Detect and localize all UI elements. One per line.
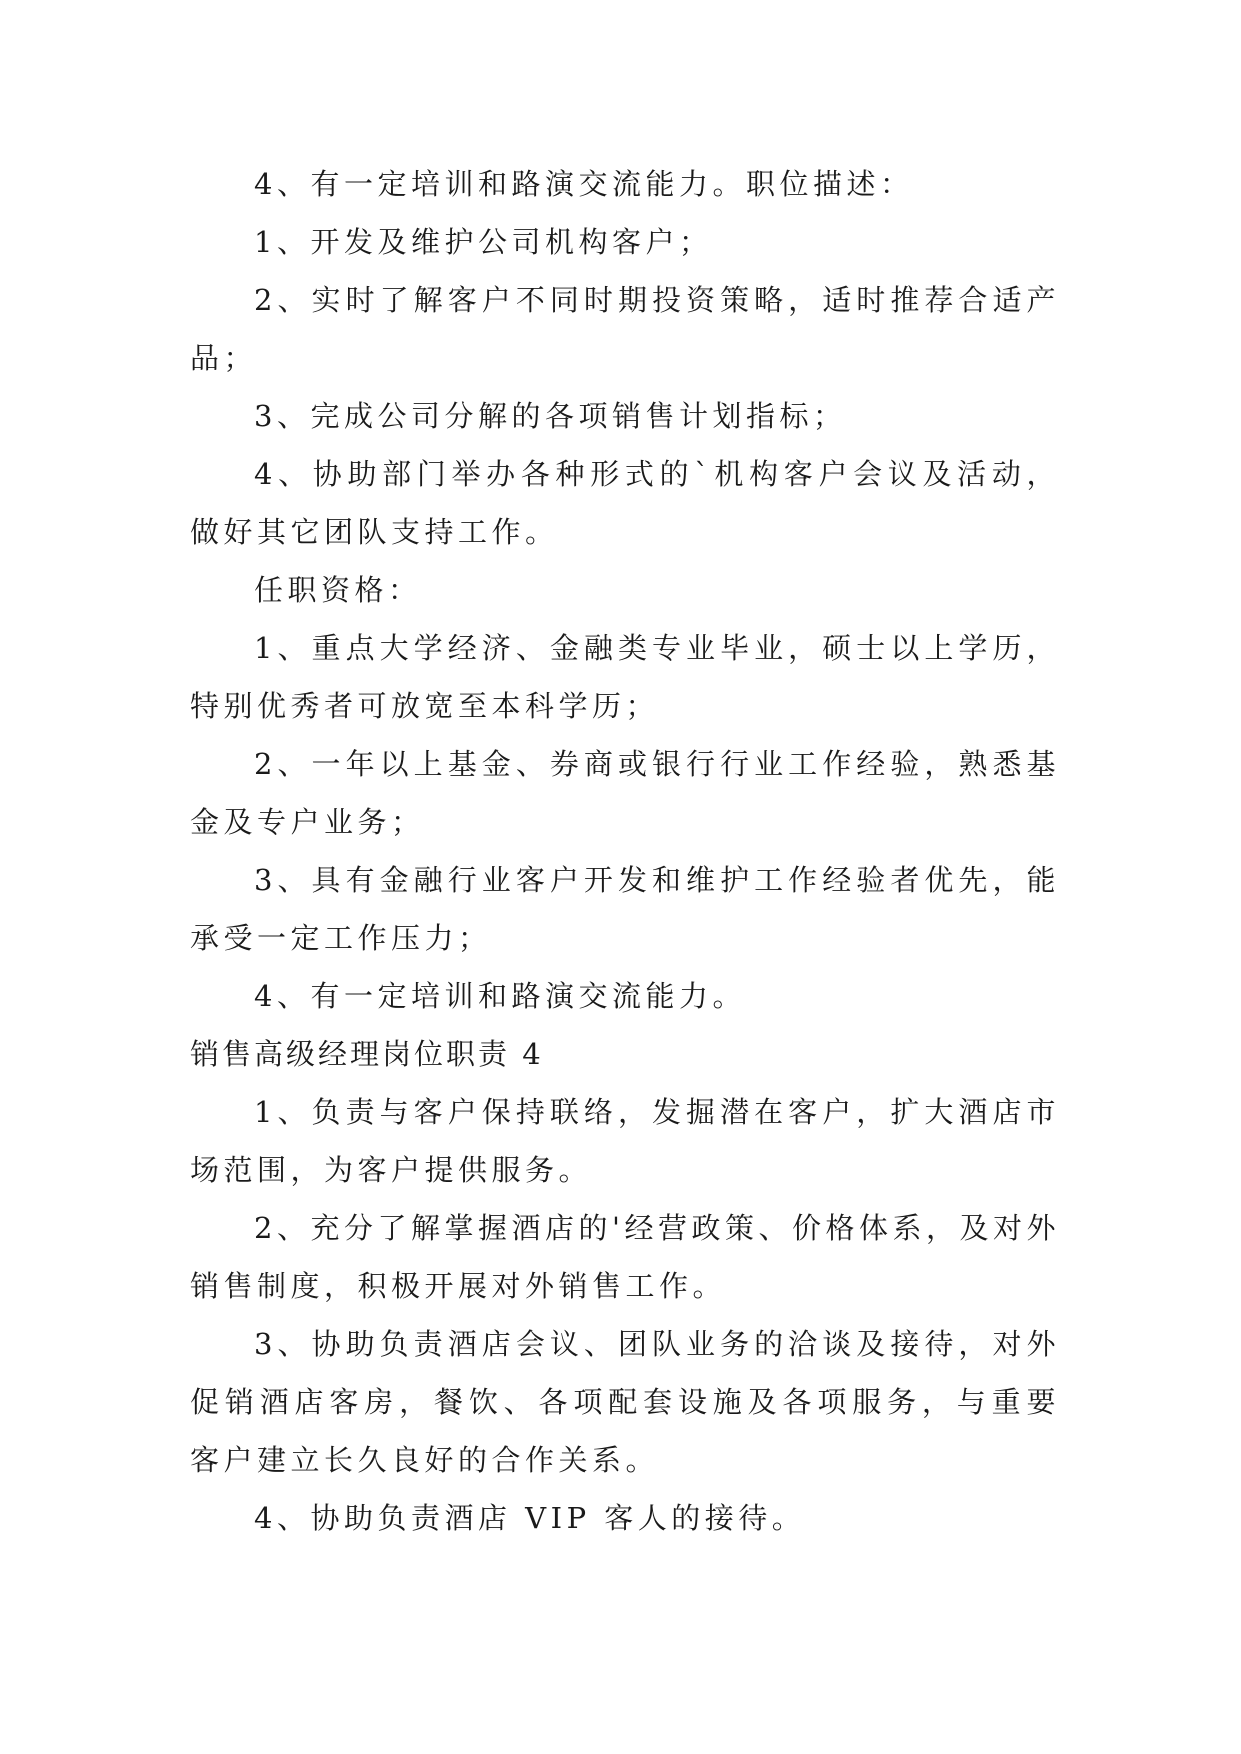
list-item: 2、一年以上基金、券商或银行行业工作经验，熟悉基金及专户业务；: [190, 747, 1060, 839]
list-item: 3、完成公司分解的各项销售计划指标；: [254, 399, 847, 433]
section-label: 任职资格：: [254, 573, 422, 607]
list-item: 3、协助负责酒店会议、团队业务的洽谈及接待，对外促销酒店客房，餐饮、各项配套设施及各项服务，与重要客户建立长久良好的合作关系。: [190, 1327, 1060, 1477]
list-item: 1、开发及维护公司机构客户；: [254, 225, 713, 259]
list-item: 4、有一定培训和路演交流能力。: [254, 979, 746, 1013]
list-item: 4、协助部门举办各种形式的`机构客户会议及活动，做好其它团队支持工作。: [190, 457, 1060, 549]
section-heading: 销售高级经理岗位职责 4: [190, 1037, 544, 1071]
document-body: [190, 155, 1060, 1547]
list-item: 1、负责与客户保持联络，发掘潜在客户，扩大酒店市场范围，为客户提供服务。: [190, 1095, 1060, 1187]
list-item: 2、充分了解掌握酒店的'经营政策、价格体系，及对外销售制度，积极开展对外销售工作。: [190, 1211, 1060, 1303]
list-item: 2、实时了解客户不同时期投资策略，适时推荐合适产品；: [190, 283, 1060, 375]
list-item: 3、具有金融行业客户开发和维护工作经验者优先，能承受一定工作压力；: [190, 863, 1060, 955]
paragraph: 4、有一定培训和路演交流能力。职位描述：: [254, 167, 914, 201]
list-item: 1、重点大学经济、金融类专业毕业，硕士以上学历，特别优秀者可放宽至本科学历；: [190, 631, 1060, 723]
list-item: 4、协助负责酒店 VIP 客人的接待。: [254, 1501, 806, 1535]
